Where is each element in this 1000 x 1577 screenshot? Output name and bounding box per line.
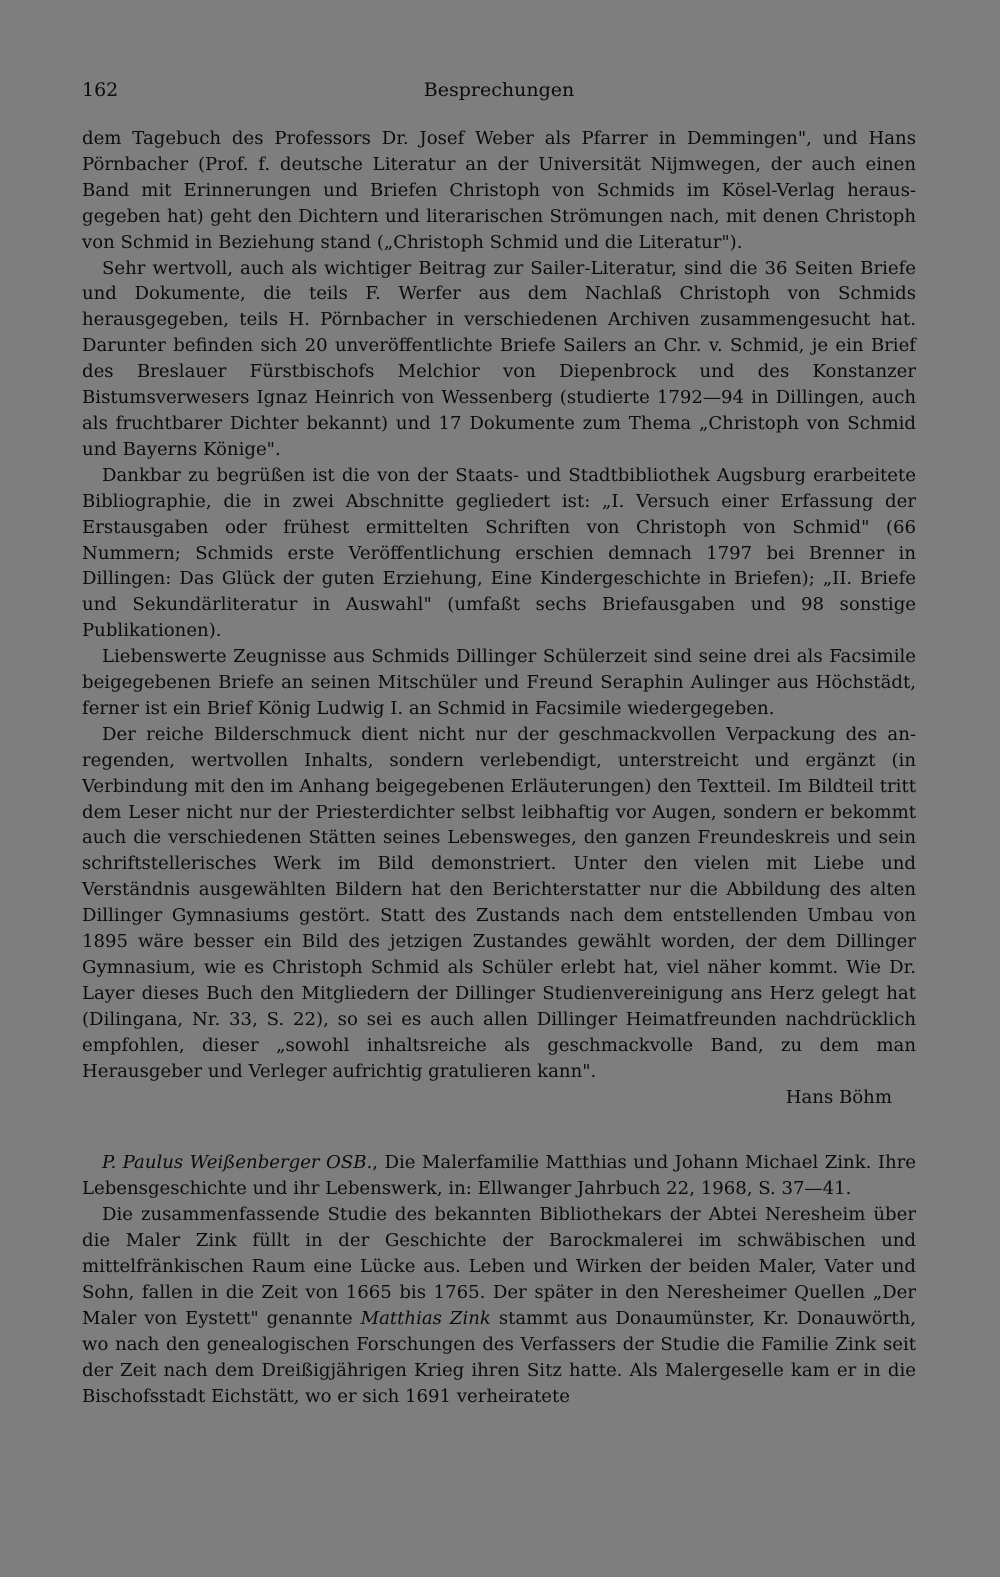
citation-title: , Die Malerfamilie Matthias und Johann Michael Zink. Ihre Lebensgeschichte und ihr Lebenswerk, in: Ellwanger Jahrbuch 22, 1968, S. 37—41. — [82, 1152, 916, 1200]
review-body — [82, 126, 916, 1410]
paragraph-zink-study — [82, 1202, 916, 1409]
page-number: 162 — [82, 79, 119, 101]
zink-text-before: Die zusammenfassende Studie des bekannten Bibliothekars der Abtei Neresheim über die Maler Zink füllt in der Geschichte der Barockmalerei im schwäbischen und mittelfränkischen Raum eine Lücke aus. Leben und Wirken der beiden Maler, Vater und Sohn, fallen in die Zeit von 1665 bis 1765. Der später in den Neresheimer Quellen „Der Maler von Eystett" genannte — [82, 1204, 916, 1329]
paragraph-continuation: dem Tagebuch des Professors Dr. Josef Weber als Pfarrer in Demmingen", und Hans Pörnbacher (Prof. f. deutsche Literatur an der Universität Nijmwegen, der auch einen Band mit Erinnerungen und Briefen Christoph von Schmids im Kösel-Verlag herausgegeben hat) geht den Dichtern und literarischen Strömungen nach, mit denen Christoph von Schmid in Beziehung stand („Christoph Schmid und die Literatur"). — [82, 128, 916, 253]
section-title: Besprechungen — [423, 79, 575, 101]
document-page — [82, 74, 916, 1410]
zink-text-after: stammt aus Donaumünster, Kr. Donauwörth, wo nach den genealogischen Forschungen des Verfassers der Studie die Familie Zink seit der Zeit nach dem Dreißigjährigen Krieg ihren Sitz hatte. Als Malergeselle kam er in die Bischofsstadt Eichstätt, wo er sich 1691 verheiratete — [82, 1307, 916, 1407]
zink-name: Matthias Zink — [360, 1307, 491, 1329]
paragraph-bibliography: Dankbar zu begrüßen ist die von der Staats- und Stadtbibliothek Augsburg erarbeitete Bibliographie, die in zwei Abschnitte gegliedert ist: „I. Versuch einer Erfassung der Erstausgaben oder frühest ermittelten Schriften von Christoph von Schmid" (66 Nummern; Schmids erste Veröffentlichung erschien demnach 1797 bei Brenner in Dillingen: Das Glück der guten Erziehung, Eine Kindergeschichte in Briefen); „II. Briefe und Sekundärliteratur in Auswahl" (umfaßt sechs Briefausgaben und 98 sonstige Publikationen). — [82, 464, 916, 642]
reviewer-signature: Hans Böhm — [785, 1086, 892, 1108]
citation-author: P. Paulus Weißenberger OSB. — [102, 1152, 373, 1174]
running-head — [82, 74, 916, 106]
paragraph-school-letters: Liebenswerte Zeugnisse aus Schmids Dillinger Schülerzeit sind seine drei als Facsimile beigegebenen Briefe an seinen Mitschüler und Freund Seraphin Aulinger aus Höchstädt, ferner ist ein Brief König Ludwig I. an Schmid in Facsimile wiedergegeben. — [82, 646, 916, 719]
paragraph-illustrations: Der reiche Bilderschmuck dient nicht nur der geschmackvollen Verpackung des anregenden, wertvollen Inhalts, sondern verlebendigt, unterstreicht und ergänzt (in Verbindung mit den im Anhang beigegebenen Erläuterungen) den Textteil. Im Bildteil tritt dem Leser nicht nur der Priesterdichter selbst leibhaftig vor Augen, sondern er bekommt auch die verschiedenen Stätten seines Lebensweges, den ganzen Freundeskreis und sein schriftstellerisches Werk im Bild demonstriert. Unter den vielen mit Liebe und Verständnis ausgewählten Bildern hat den Berichterstatter nur die Abbildung des alten Dillinger Gymnasiums gestört. Statt des Zustands nach dem entstellenden Umbau von 1895 wäre besser ein Bild des jetzigen Zustandes gewählt worden, der dem Dillinger Gymnasium, wie es Christoph Schmid als Schüler erlebt hat, viel näher kommt. Wie Dr. Layer dieses Buch den Mitgliedern der Dillinger Studienvereinigung ans Herz gelegt hat (Dilingana, Nr. 33, S. 22), so sei es auch allen Dillinger Heimatfreunden nachdrücklich empfohlen, dieser „sowohl inhaltsreiche als geschmackvolle Band, zu dem man Herausgeber und Verleger aufrichtig gratulieren kann". — [82, 723, 916, 1082]
new-review-citation — [82, 1150, 916, 1202]
paragraph-letters-documents: Sehr wertvoll, auch als wichtiger Beitrag zur Sailer-Literatur, sind die 36 Seiten Briefe und Dokumente, die teils F. Werfer aus dem Nachlaß Christoph von Schmids herausgegeben, teils H. Pörnbacher in verschiedenen Archiven zusammengesucht hat. Darunter befinden sich 20 unveröffentlichte Briefe Sailers an Chr. v. Schmid, je ein Brief des Breslauer Fürstbischofs Melchior von Diepenbrock und des Konstanzer Bistumsverwesers Ignaz Heinrich von Wessenberg (studierte 1792—94 in Dillingen, auch als fruchtbarer Dichter bekannt) und 17 Dokumente zum Thema „Christoph von Schmid und Bayerns Könige". — [82, 257, 916, 460]
